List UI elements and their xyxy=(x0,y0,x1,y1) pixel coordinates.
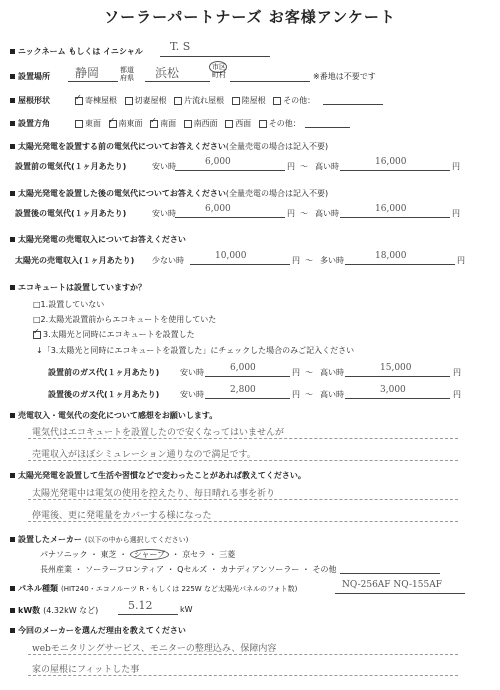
after-high-label: 高い時 xyxy=(315,209,339,218)
after-heading-text: 太陽光発電を設置した後の電気代についてお答えください xyxy=(18,189,226,198)
roof-option-label: 陸屋根 xyxy=(241,96,266,105)
checkbox-icon[interactable] xyxy=(75,120,83,128)
reason-heading-text: 今回のメーカーを選んだ理由を教えてください xyxy=(18,626,186,635)
impression-line-1[interactable]: 電気代はエコキュートを設置したので安くなってはいませんが xyxy=(32,428,285,438)
gas-after-low-unit: 円 xyxy=(292,390,300,399)
page-title: ソーラーパートナーズ お客様アンケート xyxy=(104,8,396,26)
reason-heading xyxy=(10,625,186,636)
checkbox-icon[interactable] xyxy=(225,120,233,128)
ecocute-option-2[interactable]: □2.太陽光設置前からエコキュートを使用していた xyxy=(33,315,217,324)
sell-high-label: 多い時 xyxy=(320,256,344,265)
panel-underline xyxy=(335,593,465,594)
direction-option-southeast[interactable] xyxy=(109,119,143,128)
city-unit: 市区町村 xyxy=(212,63,226,79)
roof-label xyxy=(10,95,50,106)
sell-heading xyxy=(10,234,186,245)
sell-low-unit: 円 xyxy=(292,256,300,265)
ecocute-option-3-label: 3.太陽光と同時にエコキュートを設置した xyxy=(43,330,195,339)
bullet-icon xyxy=(10,144,15,149)
roof-label-text: 屋根形状 xyxy=(18,96,50,105)
impression-line-2[interactable]: 売電収入がほぼシミュレーション通りなので満足です。 xyxy=(32,450,256,460)
maker-row-1 xyxy=(40,549,235,560)
impression-rule-1 xyxy=(28,438,458,439)
sell-low-value[interactable]: 10,000 xyxy=(215,251,247,261)
before-low-value[interactable]: 6,000 xyxy=(205,157,231,167)
gas-after-sep: 〜 xyxy=(305,390,313,399)
before-low-unit: 円 xyxy=(287,162,295,171)
impression-rule-2 xyxy=(28,460,458,461)
panel-note: (HIT240・エコノルーツ R・もしくは 225W など太陽光パネルのフォト数) xyxy=(61,585,298,593)
before-row-label: 設置前の電気代(１ヶ月あたり) xyxy=(15,162,127,171)
life-rule-1 xyxy=(28,499,458,500)
roof-option-flat[interactable] xyxy=(232,96,266,105)
after-heading-note: (全量売電の場合は記入不要) xyxy=(225,189,329,198)
maker-separator: ・ xyxy=(208,550,217,559)
maker-separator: ・ xyxy=(90,550,98,559)
sell-row-label: 太陽光の売電収入(１ヶ月あたり) xyxy=(15,256,135,265)
roof-other-underline xyxy=(323,104,383,105)
gas-before-low-underline xyxy=(205,376,290,377)
gas-before-low-unit: 円 xyxy=(292,368,300,377)
after-low-unit: 円 xyxy=(287,209,295,218)
maker-panasonic[interactable]: パナソニック xyxy=(40,550,88,559)
before-heading-text: 太陽光発電を設置する前の電気代についてお答えください xyxy=(18,142,226,151)
city-underline xyxy=(145,81,210,82)
direction-option-label: 東面 xyxy=(85,119,101,128)
checkbox-icon[interactable] xyxy=(125,97,133,105)
nickname-value[interactable]: T. S xyxy=(170,40,191,53)
gas-after-low-label: 安い時 xyxy=(180,390,204,399)
sell-high-value[interactable]: 18,000 xyxy=(375,251,407,261)
after-high-value[interactable]: 16,000 xyxy=(375,204,407,214)
life-heading xyxy=(10,470,306,481)
gas-before-low-value[interactable]: 6,000 xyxy=(230,363,256,373)
life-heading-text: 太陽光発電を設置して生活や習慣などで変わったことがあれば教えてください。 xyxy=(18,471,306,480)
maker-heading-text: 設置したメーカー xyxy=(18,535,82,544)
nickname-underline xyxy=(160,56,270,57)
checkbox-icon[interactable] xyxy=(259,120,267,128)
sell-heading-text: 太陽光発電の売電収入についてお答えください xyxy=(18,235,186,244)
location-note: ※番地は不要です xyxy=(313,72,376,81)
maker-heading-note: (以下の中から選択してください) xyxy=(84,536,189,544)
before-heading xyxy=(10,141,328,152)
maker-qcells[interactable]: Qセルズ xyxy=(177,565,208,574)
kw-value[interactable]: 5.12 xyxy=(128,599,153,612)
roof-option-label: 寄棟屋根 xyxy=(85,96,117,105)
roof-option-label: 片流れ屋根 xyxy=(184,96,225,105)
before-high-unit: 円 xyxy=(452,162,460,171)
before-sep: 〜 xyxy=(300,162,308,171)
maker-separator: ・ xyxy=(119,550,128,559)
gas-after-high-underline xyxy=(345,398,450,399)
gas-before-high-value[interactable]: 15,000 xyxy=(380,363,412,373)
before-heading-note: (全量売電の場合は記入不要) xyxy=(225,142,329,151)
before-high-underline xyxy=(340,170,450,171)
maker-choshu[interactable]: 長州産業 xyxy=(40,565,72,574)
nickname-label xyxy=(10,46,143,57)
direction-options xyxy=(75,118,306,129)
sell-high-unit: 円 xyxy=(457,256,465,265)
bullet-icon xyxy=(10,74,15,79)
checkbox-icon[interactable] xyxy=(174,97,182,105)
before-low-underline xyxy=(175,170,285,171)
gas-after-low-underline xyxy=(205,398,290,399)
bullet-icon xyxy=(10,98,15,103)
after-low-value[interactable]: 6,000 xyxy=(205,204,231,214)
maker-row-2 xyxy=(40,564,336,575)
roof-option-label: 切妻屋根 xyxy=(134,96,167,105)
maker-sharp-selected[interactable]: シャープ xyxy=(130,549,169,560)
direction-option-label: 南西面 xyxy=(193,119,218,128)
direction-option-southwest[interactable] xyxy=(184,119,218,128)
prefecture-value[interactable]: 静岡 xyxy=(75,66,100,80)
after-high-underline xyxy=(340,217,450,218)
maker-toshiba[interactable]: 東芝 xyxy=(100,550,117,559)
life-line-1[interactable]: 太陽光発電中は電気の使用を控えたり、毎日晴れる事を祈り xyxy=(32,489,276,499)
panel-label-text: パネル種類 xyxy=(18,584,58,593)
maker-solar-frontier[interactable]: ソーラーフロンティア xyxy=(85,565,165,574)
direction-option-west[interactable] xyxy=(225,119,251,128)
sell-high-underline xyxy=(345,264,455,265)
before-low-label: 安い時 xyxy=(152,162,176,171)
after-row-label: 設置後の電気代(１ヶ月あたり) xyxy=(15,209,127,218)
maker-separator: ・ xyxy=(209,565,218,574)
ecocute-heading-text: エコキュートは設置していますか？ xyxy=(18,283,146,292)
maker-other[interactable]: その他 xyxy=(312,565,337,574)
kw-label xyxy=(10,605,98,616)
maker-heading xyxy=(10,534,188,545)
panel-label xyxy=(10,583,297,594)
maker-canadian-solar[interactable]: カナディアンソーラー xyxy=(220,565,300,574)
kw-label-text: kW数 xyxy=(18,606,41,615)
gas-after-high-unit: 円 xyxy=(453,390,461,399)
reason-rule-1 xyxy=(28,654,458,655)
sell-sep: 〜 xyxy=(305,256,313,265)
gas-after-label: 設置後のガス代(１ヶ月あたり) xyxy=(48,390,160,399)
gas-after-high-label: 高い時 xyxy=(320,390,344,399)
checkbox-checked-icon[interactable] xyxy=(75,97,83,105)
gas-before-high-label: 高い時 xyxy=(320,368,344,377)
impression-heading-text: 売電収入・電気代の変化について感想をお願いします。 xyxy=(18,411,218,420)
maker-mitsubishi[interactable]: 三菱 xyxy=(219,550,236,559)
gas-before-high-underline xyxy=(345,376,450,377)
kw-underline xyxy=(118,614,178,615)
checkbox-icon[interactable] xyxy=(273,97,281,105)
direction-option-other[interactable] xyxy=(259,119,301,128)
direction-other-underline xyxy=(305,127,350,128)
bullet-icon xyxy=(10,608,15,613)
direction-option-label: その他： xyxy=(268,119,301,128)
nickname-label-text: ニックネーム もしくは イニシャル xyxy=(18,47,143,56)
checkbox-checked-icon[interactable] xyxy=(33,331,41,339)
life-rule-2 xyxy=(28,521,458,522)
bullet-icon xyxy=(10,49,15,54)
checkbox-icon[interactable] xyxy=(232,97,240,105)
gas-before-label: 設置前のガス代(１ヶ月あたり) xyxy=(48,368,160,377)
maker-separator: ・ xyxy=(171,550,180,559)
direction-label-text: 設置方角 xyxy=(18,119,50,128)
city-value[interactable]: 浜松 xyxy=(155,66,180,80)
kw-unit: kW xyxy=(180,605,193,614)
bullet-icon xyxy=(10,413,15,418)
bullet-icon xyxy=(10,121,15,126)
sell-low-underline xyxy=(190,264,290,265)
maker-separator: ・ xyxy=(301,565,310,574)
gas-after-low-value[interactable]: 2,800 xyxy=(230,385,256,395)
checkbox-checked-icon[interactable] xyxy=(109,120,117,128)
maker-separator: ・ xyxy=(166,565,175,574)
gas-before-sep: 〜 xyxy=(305,368,313,377)
bullet-icon xyxy=(10,537,15,542)
roof-options xyxy=(75,95,320,106)
gas-after-high-value[interactable]: 3,000 xyxy=(380,385,406,395)
direction-option-east[interactable] xyxy=(75,119,101,128)
life-line-2[interactable]: 停電後、更に発電量をカバーする様になった xyxy=(32,511,212,521)
checkbox-icon[interactable] xyxy=(184,120,192,128)
after-high-unit: 円 xyxy=(452,209,460,218)
maker-separator: ・ xyxy=(74,565,83,574)
kw-note: (4.32kW など) xyxy=(43,606,99,615)
bullet-icon xyxy=(10,237,15,242)
gas-before-low-label: 安い時 xyxy=(180,368,204,377)
panel-value[interactable]: NQ-256AF NQ-155AF xyxy=(342,580,442,590)
gas-before-high-unit: 円 xyxy=(453,368,461,377)
direction-label xyxy=(10,118,50,129)
before-high-value[interactable]: 16,000 xyxy=(375,157,407,167)
checkbox-checked-icon[interactable] xyxy=(150,120,158,128)
bullet-icon xyxy=(10,586,15,591)
reason-line-1[interactable]: webモニタリングサービス、モニターの整理込み、保障内容 xyxy=(32,644,277,654)
ecocute-option-1[interactable]: □1.設置していない xyxy=(33,300,105,309)
bullet-icon xyxy=(10,285,15,290)
direction-option-label: 南東面 xyxy=(118,119,143,128)
reason-line-2[interactable]: 家の屋根にフィットした事 xyxy=(32,665,140,675)
maker-other-underline xyxy=(340,573,440,574)
roof-option-hip[interactable] xyxy=(75,96,117,105)
direction-option-south[interactable] xyxy=(150,119,176,128)
location-label xyxy=(10,71,50,82)
after-low-underline xyxy=(175,217,285,218)
ecocute-heading xyxy=(10,282,146,293)
roof-option-label: その他： xyxy=(283,96,316,105)
bullet-icon xyxy=(10,473,15,478)
after-low-label: 安い時 xyxy=(152,209,176,218)
roof-option-shed[interactable] xyxy=(174,96,224,105)
after-heading xyxy=(10,188,328,199)
prefecture-underline xyxy=(68,81,118,82)
roof-option-gable[interactable] xyxy=(125,96,167,105)
before-high-label: 高い時 xyxy=(315,162,339,171)
direction-option-label: 南面 xyxy=(160,119,177,128)
reason-rule-2 xyxy=(28,675,458,676)
maker-kyocera[interactable]: 京セラ xyxy=(182,550,207,559)
bullet-icon xyxy=(10,628,15,633)
ecocute-followup: ↓「3.太陽光と同時にエコキュートを設置した」にチェックした場合のみご記入ください xyxy=(36,346,355,355)
prefecture-unit: 都道府県 xyxy=(120,66,134,82)
location-label-text: 設置場所 xyxy=(18,72,50,81)
after-sep: 〜 xyxy=(300,209,308,218)
bullet-icon xyxy=(10,191,15,196)
sell-low-label: 少ない時 xyxy=(152,256,184,265)
direction-option-label: 西面 xyxy=(235,119,252,128)
roof-option-other[interactable] xyxy=(273,96,315,105)
address-underline xyxy=(230,81,310,82)
impression-heading xyxy=(10,410,217,421)
ecocute-option-3[interactable] xyxy=(33,329,195,340)
